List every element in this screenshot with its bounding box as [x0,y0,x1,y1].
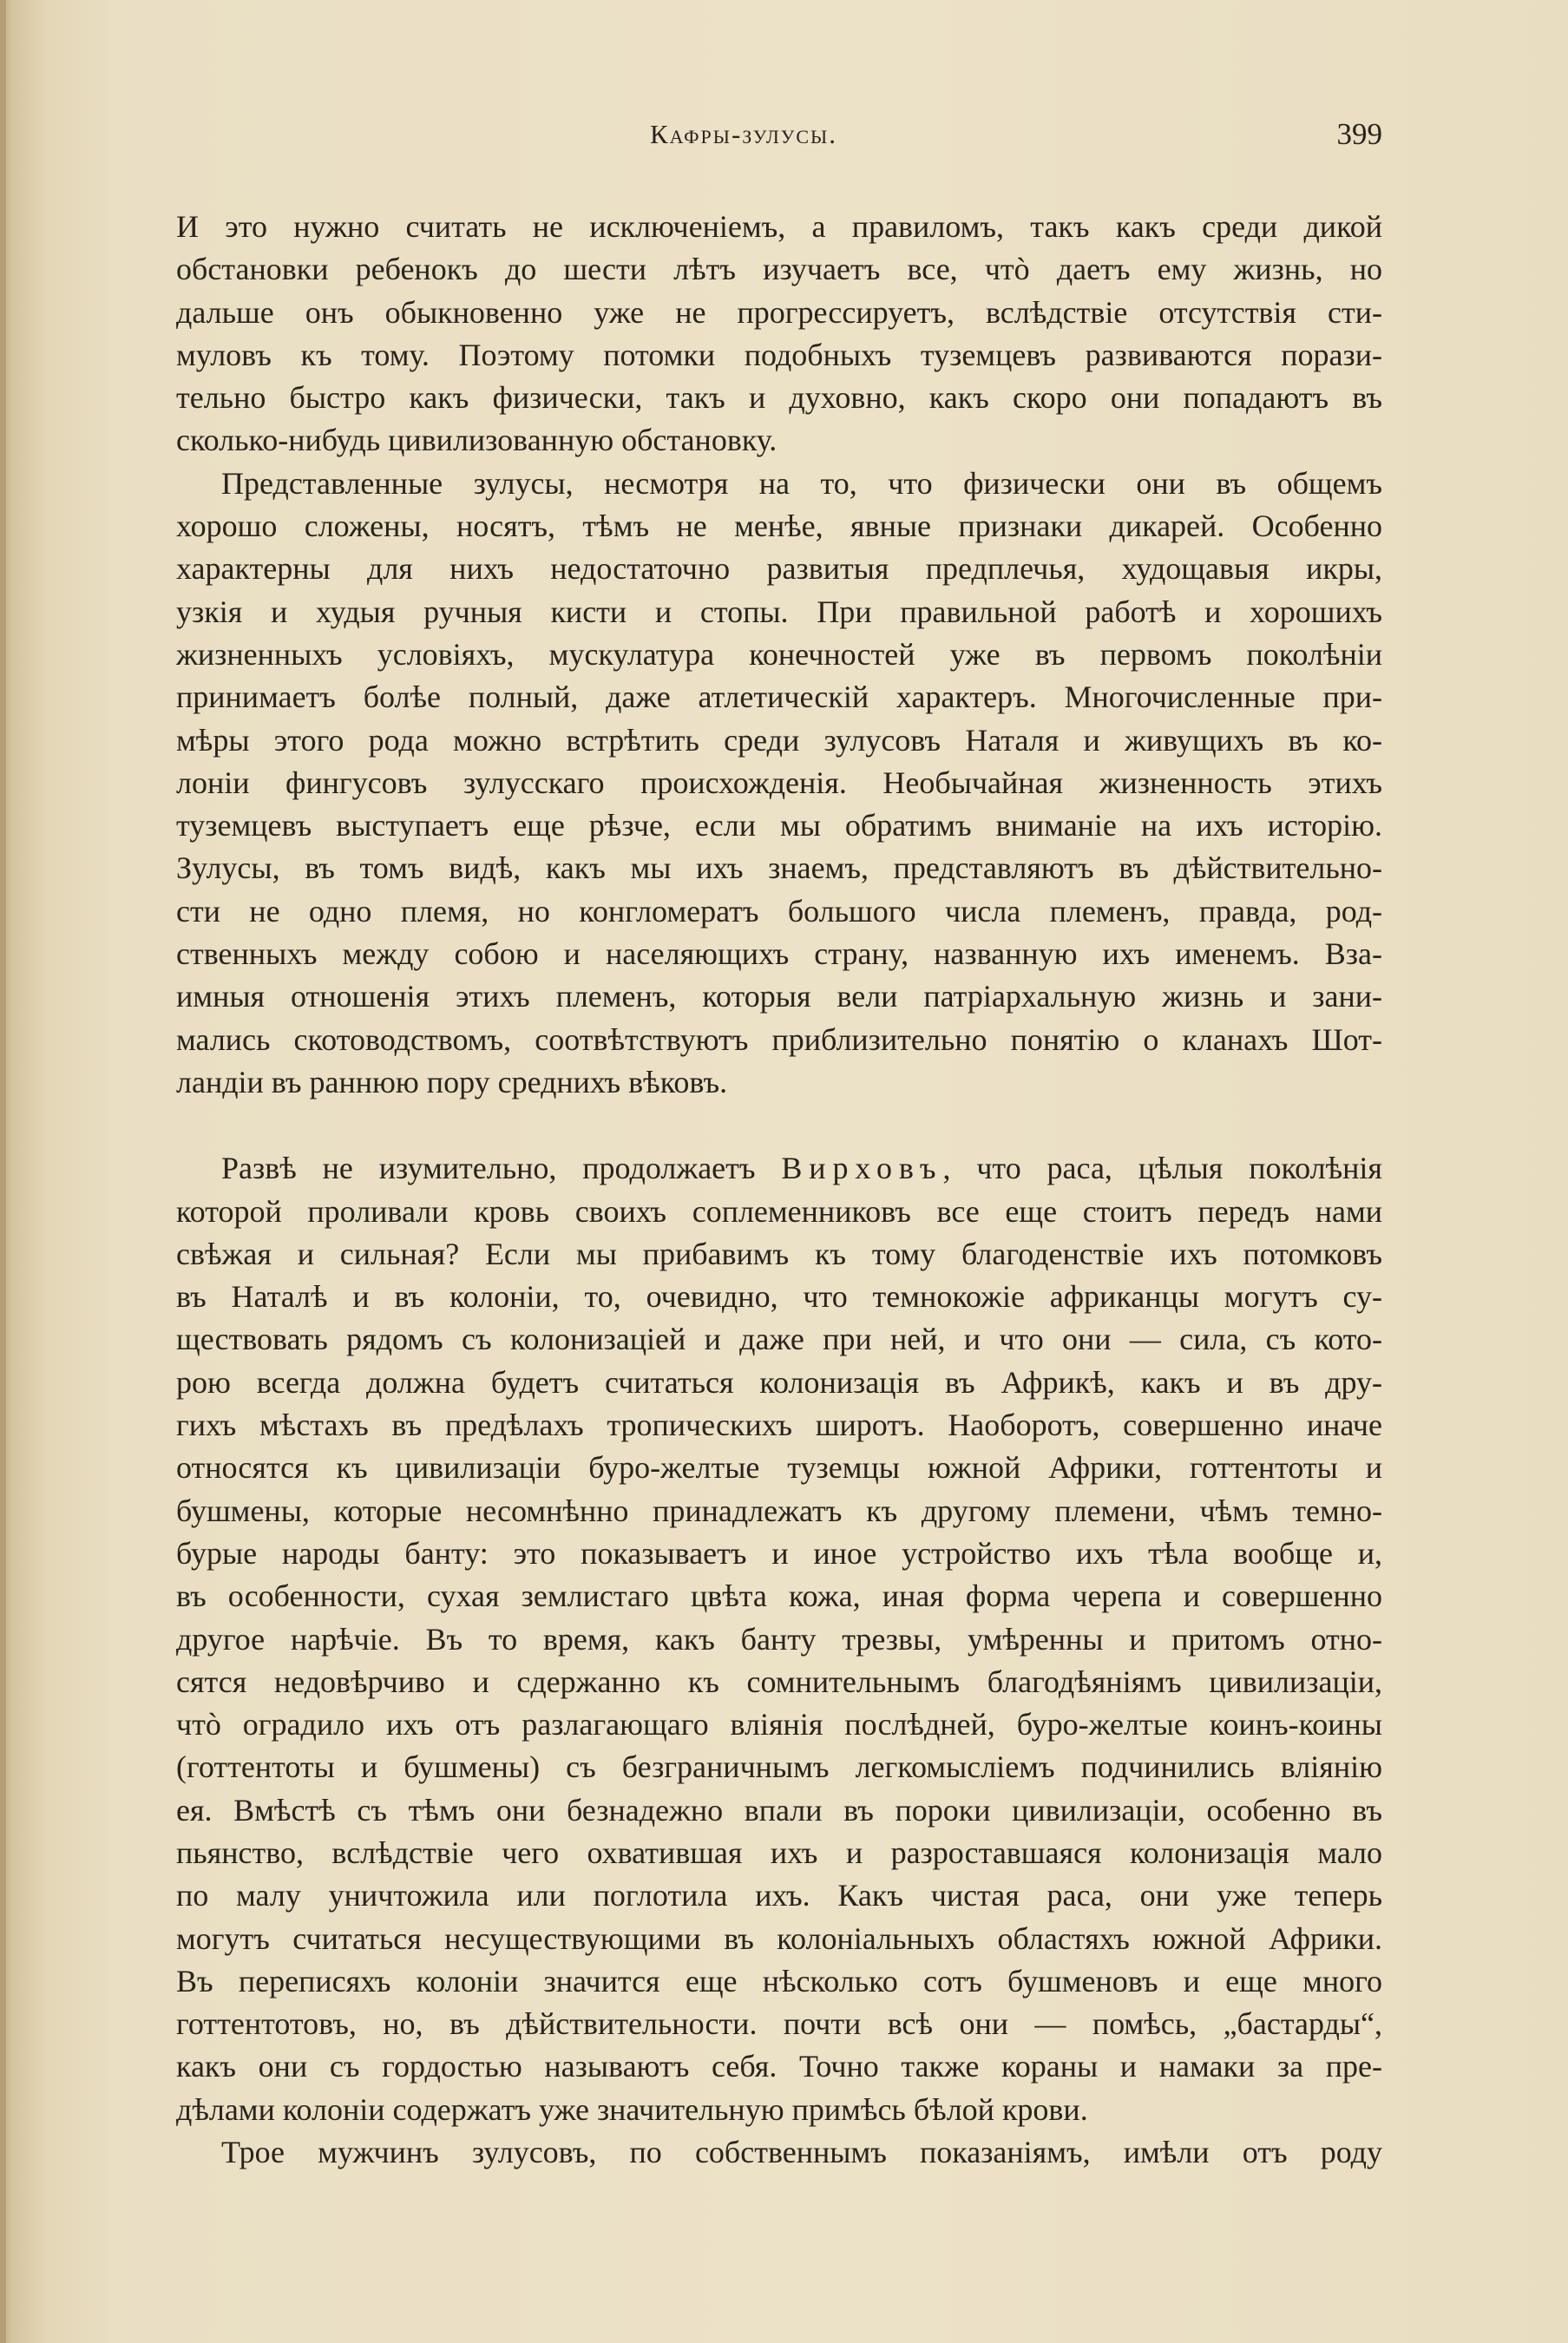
text-line: бушмены, которые несомнѣнно принадлежатъ къ другому племени, чѣмъ темно- [176,1493,1382,1528]
text-line: обстановки ребенокъ до шести лѣтъ изучаетъ все, чтò даетъ ему жизнь, но [176,252,1382,287]
paragraph [176,206,1382,463]
text-line [176,1147,1382,1190]
text-line: дѣлами колоніи содержатъ уже значительную примѣсь бѣлой крови. [176,2091,1088,2127]
text-line: относятся къ цивилизаціи буро-желтые туземцы южной Африки, готтентоты и [176,1450,1382,1486]
text-line: бурые народы банту: это показываетъ и иное устройство ихъ тѣла вообще и, [176,1535,1382,1571]
paragraph [176,2131,1382,2174]
text-line: И это нужно считать не исключеніемъ, а правиломъ, такъ какъ среди дикой [176,209,1382,244]
paragraph [176,463,1382,1104]
text-line: сятся недовѣрчиво и сдержанно къ сомнительнымъ благодѣяніямъ цивилизаціи, [176,1664,1382,1699]
text-line: по малу уничтожила или поглотила ихъ. Какъ чистая раса, они уже теперь [176,1878,1382,1913]
text-line: готтентотовъ, но, въ дѣйствительности. почти всѣ они — помѣсь, „бастарды“, [176,2006,1382,2042]
text-line: хорошо сложены, носятъ, тѣмъ не менѣе, явные признаки дикарей. Особенно [176,509,1382,544]
paragraph [176,1147,1382,2131]
text-line: сти не одно племя, но конгломератъ большого числа племенъ, правда, род- [176,893,1382,929]
gutter-shadow [0,0,6,2343]
text-line: Зулусы, въ томъ видѣ, какъ мы ихъ знаемъ, представляютъ въ дѣйствительно- [176,850,1382,886]
text-line: дальше онъ обыкновенно уже не прогрессируетъ, вслѣдствіе отсутствія сти- [176,294,1382,330]
text-line: Трое мужчинъ зулусовъ, по собственнымъ показаніямъ, имѣли отъ роду [221,2135,1382,2170]
text-line: сколько-нибудь цивилизованную обстановку. [176,423,777,458]
text-line: тельно быстро какъ физически, такъ и духовно, какъ скоро они попадаютъ въ [176,380,1382,416]
text-line: гихъ мѣстахъ въ предѣлахъ тропическихъ широтъ. Наоборотъ, совершенно иначе [176,1408,1382,1443]
text-line: жизненныхъ условіяхъ, мускулатура конечностей уже въ первомъ поколѣніи [176,636,1382,672]
text-line: мались скотоводствомъ, соотвѣтствуютъ приблизительно понятію о кланахъ Шот- [176,1021,1382,1057]
text-span: Развѣ не изумительно, продолжаетъ [221,1151,782,1186]
text-line: муловъ къ тому. Поэтому потомки подобныхъ туземцевъ развиваются порази- [176,337,1382,372]
text-span: , что раса, цѣлыя поколѣнія [942,1151,1382,1186]
text-line: ландіи въ раннюю пору среднихъ вѣковъ. [176,1064,728,1099]
running-head [176,116,1382,153]
text-line: въ особенности, сухая землистаго цвѣта кожа, иная форма черепа и совершенно [176,1578,1382,1614]
text-line: могутъ считаться несуществующими въ колоніальныхъ областяхъ южной Африки. [176,1920,1382,1956]
running-title: Кафры-зулусы. [650,119,837,149]
body-text [176,206,1382,2174]
text-line: имныя отношенія этихъ племенъ, которыя вели патріархальную жизнь и зани- [176,979,1382,1014]
text-line: въ Наталѣ и въ колоніи, то, очевидно, что темнокожіе африканцы могутъ су- [176,1279,1382,1315]
text-line: свѣжая и сильная? Если мы прибавимъ къ тому благоденствіе ихъ потомковъ [176,1236,1382,1271]
text-line: принимаетъ болѣе полный, даже атлетическій характеръ. Многочисленные при- [176,679,1382,715]
text-line: которой проливали кровь своихъ соплеменниковъ все еще стоитъ передъ нами [176,1193,1382,1229]
text-line: Въ переписяхъ колоніи значится еще нѣсколько сотъ бушменовъ и еще много [176,1963,1382,1998]
spaced-author-name: Вирховъ [781,1151,943,1186]
text-line: ея. Вмѣстѣ съ тѣмъ они безнадежно впали въ пороки цивилизаціи, особенно въ [176,1792,1382,1828]
text-line: Представленные зулусы, несмотря на то, что физически они въ общемъ [221,465,1382,501]
text-line: характерны для нихъ недостаточно развитыя предплечья, худощавыя икры, [176,551,1382,587]
text-line: ществовать рядомъ съ колонизаціей и даже при ней, и что они — сила, съ кото- [176,1322,1382,1357]
text-line: какъ они съ гордостью называютъ себя. Точно также кораны и намаки за пре- [176,2049,1382,2084]
text-line: узкія и худыя ручныя кисти и стопы. При правильной работѣ и хорошихъ [176,594,1382,629]
text-line: лоніи фингусовъ зулусскаго происхожденія. Необычайная жизненность этихъ [176,765,1382,800]
text-line: туземцевъ выступаетъ еще рѣзче, если мы обратимъ вниманіе на ихъ исторію. [176,808,1382,843]
text-line: (готтентоты и бушмены) съ безграничнымъ легкомысліемъ подчинились вліянію [176,1749,1382,1785]
text-line: другое нарѣчіе. Въ то время, какъ банту трезвы, умѣренны и притомъ отно- [176,1621,1382,1657]
page-number: 399 [1336,117,1382,151]
text-line: мѣры этого рода можно встрѣтить среди зулусовъ Наталя и живущихъ въ ко- [176,722,1382,758]
text-line: пьянство, вслѣдствіе чего охватившая ихъ и разроставшаяся колонизація мало [176,1834,1382,1870]
text-line: чтò оградило ихъ отъ разлагающаго вліянія послѣдней, буро-желтые коинъ-коины [176,1707,1382,1742]
text-line: рою всегда должна будетъ считаться колонизація въ Африкѣ, какъ и въ дру- [176,1364,1382,1400]
text-line: ственныхъ между собою и населяющихъ страну, названную ихъ именемъ. Вза- [176,936,1382,972]
